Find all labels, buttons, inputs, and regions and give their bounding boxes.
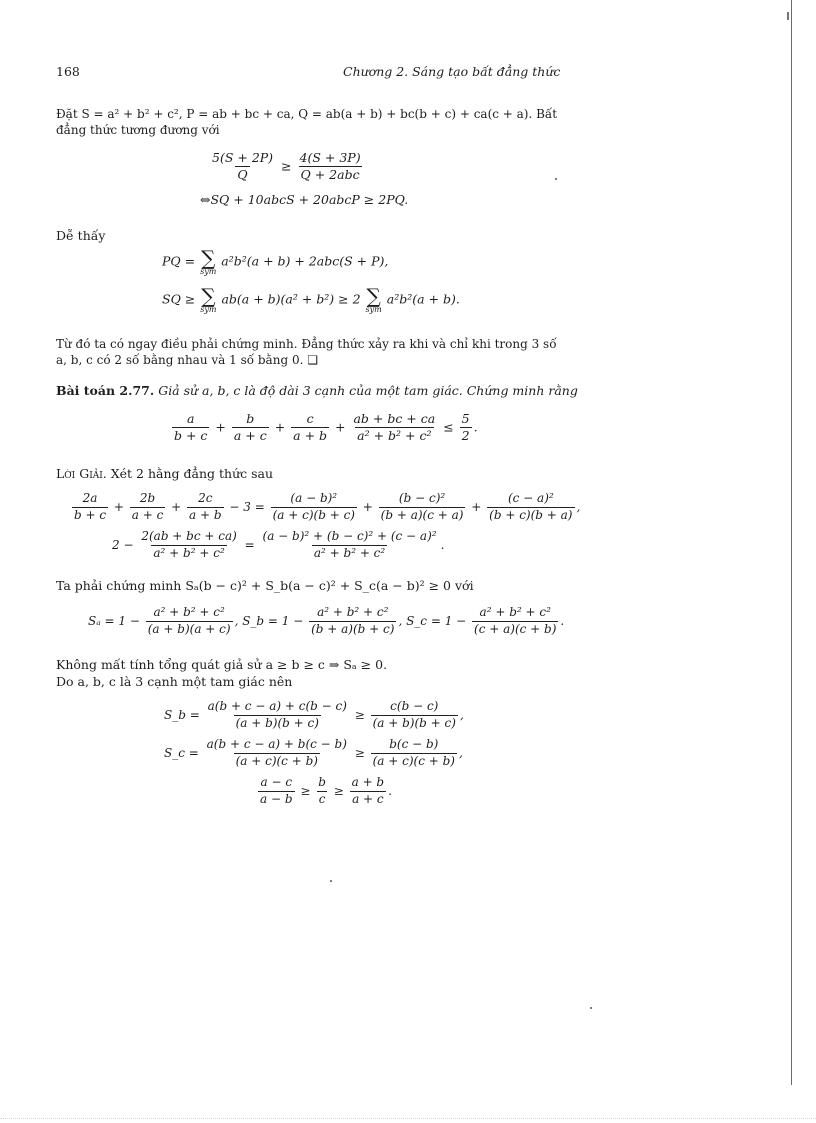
scan-speck (555, 178, 557, 180)
final-sc: S_c = $\frac{a(b + c - a) + b(c - b)}{(a + c)(c + b)}$ ≥ $\frac{b(c - b)}{(a + c)(c + b)}$ , (164, 737, 463, 768)
page-number: 168 (56, 64, 80, 79)
problem-label: Bài toán 2.77. (56, 383, 155, 398)
sum-symbol: ∑ sym (365, 284, 382, 314)
since-text: Do a, b, c là 3 cạnh một tam giác nên (56, 674, 293, 689)
scan-mark (787, 12, 789, 20)
final-sb: S_b = $\frac{a(b + c - a) + c(b - c)}{(a + b)(b + c)}$ ≥ $\frac{c(b - c)}{(a + b)(b + c)}$ , (164, 699, 464, 730)
equation-1: $\frac{5(S + 2P)}{Q}$ ≥ $\frac{4(S + 3P)}{\text{Q + 2abc}}$ (212, 150, 361, 183)
sum-symbol: ∑ sym (200, 246, 217, 276)
scan-speck (330, 880, 332, 882)
solution-intro: Lời Giải. Xét 2 hằng đẳng thức sau (56, 466, 274, 481)
solution-label: Lời Giải. (56, 466, 107, 481)
intro-line-2: đẳng thức tương đương với (56, 123, 220, 137)
fraction: $\frac{4(S + 3P)}{\text{Q + 2abc}}$ (299, 150, 361, 183)
equation-1-line-2: ⇔SQ + 10abcS + 20abcP ≥ 2PQ. (200, 192, 409, 207)
fraction: $\frac{5(S + 2P)}{Q}$ (212, 150, 274, 183)
intro-line-1: Đặt S = a² + b² + c², P = ab + bc + ca, Q = ab(a + b) + bc(b + c) + ca(c + a). Bất (56, 107, 558, 121)
sum-symbol: ∑ sym (200, 284, 217, 314)
equation-2-line-1: PQ = ∑ sym a²b²(a + b) + 2abc(S + P), (162, 246, 389, 276)
chapter-title: Chương 2. Sáng tạo bất đẳng thức (343, 64, 561, 79)
conclusion-line-1: Từ đó ta có ngay điều phải chứng minh. Đẳng thức xảy ra khi và chỉ khi trong 3 số (56, 337, 557, 351)
s-definitions: Sₐ = 1 − $\frac{\text{a² + b² + c²}}{(a + b)(a + c)}$ , S_b = 1 − $\frac{\text{a² + b² + c²}}{(b + a)(b + c)}$ , S_c = 1 − $\frac{\text{a² + b² + c²}}{(c + a)(c + b)}$ . (88, 605, 565, 636)
qed-symbol: ❑ (307, 353, 318, 367)
page-edge-line (791, 0, 792, 1085)
equation-2-line-2: SQ ≥ ∑ sym ab(a + b)(a² + b²) ≥ 2 ∑ sym a²b²(a + b). (162, 284, 460, 314)
wlog-text: Không mất tính tổng quát giả sử a ≥ b ≥ c ⇒ Sₐ ≥ 0. (56, 657, 388, 672)
de-thay-text: Dễ thấy (56, 228, 106, 243)
bottom-edge (0, 1118, 816, 1120)
identity-2: 2 − $\frac{2(ab + bc + ca)}{\text{a² + b² + c²}}$ = $\frac{\text{(a − b)² + (b − c)² + (c − a)²}}{\text{a² + b² + c²}}$ . (112, 529, 445, 560)
scan-speck (590, 1007, 592, 1009)
need-prove-text: Ta phải chứng minh Sₐ(b − c)² + S_b(a − c)² + S_c(a − b)² ≥ 0 với (56, 578, 474, 593)
problem-inequality: $\frac{a}{b + c}$ + $\frac{b}{a + c}$ + $\frac{c}{a + b}$ + $\frac{ab + bc + ca}{\text{a² + b² + c²}}$ ≤ $\frac{5}{2}$ . (174, 411, 478, 444)
problem-statement: Bài toán 2.77. Giả sử a, b, c là độ dài 3 cạnh của một tam giác. Chứng minh rằng (56, 383, 578, 398)
final-ratio: $\frac{a - c}{a - b}$ ≥ $\frac{b}{c}$ ≥ $\frac{a + b}{a + c}$ . (260, 775, 392, 806)
identity-1: $\frac{2a}{b + c}$ + $\frac{2b}{a + c}$ + $\frac{2c}{a + b}$ − 3 = $\frac{\text{(a − b)²}}{(a + c)(b + c)}$ + $\frac{\text{(b − c)²}}{(b + a)(c + a)}$ + $\frac{\text{(c − a)²}}{(b + c)(b + a)}$ , (74, 491, 581, 522)
conclusion-line-2: a, b, c có 2 số bằng nhau và 1 số bằng 0. ❑ (56, 353, 318, 367)
